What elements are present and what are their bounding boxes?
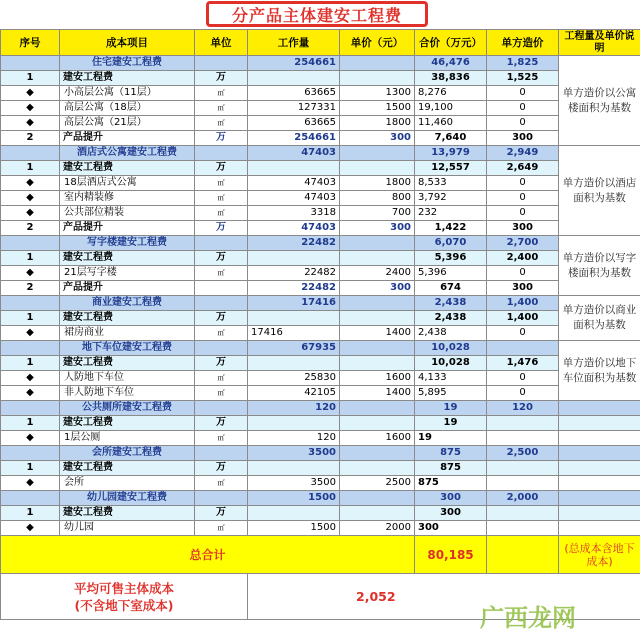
row-no [1,146,60,161]
table-row [1,326,640,341]
row-total: 13,979 [415,146,487,161]
row-no [1,491,60,506]
row-no: ◆ [1,101,60,116]
row-price: 1500 [340,101,415,116]
group-row [1,401,640,416]
row-name: 建安工程费 [60,356,195,371]
row-unit: ㎡ [195,521,248,536]
row-no: 1 [1,461,60,476]
row-no: 1 [1,356,60,371]
row-total: 12,557 [415,161,487,176]
row-name: 地下车位建安工程费 [60,341,195,356]
row-unit-cost [487,461,559,476]
row-price [340,461,415,476]
row-unit-cost [487,506,559,521]
table-row [1,191,640,206]
row-qty: 17416 [248,296,340,311]
row-no: ◆ [1,476,60,491]
row-unit-cost: 1,400 [487,311,559,326]
row-name: 公共厕所建安工程费 [60,401,195,416]
row-price: 1600 [340,431,415,446]
row-total: 19 [415,431,487,446]
row-no: ◆ [1,176,60,191]
row-price: 1600 [340,371,415,386]
row-unit: 万 [195,71,248,86]
row-total: 300 [415,506,487,521]
group-row [1,491,640,506]
row-total: 5,396 [415,251,487,266]
row-qty: 17416 [248,326,340,341]
row-total: 875 [415,476,487,491]
row-no [1,56,60,71]
row-unit-cost: 2,700 [487,236,559,251]
row-name: 人防地下车位 [60,371,195,386]
row-price [340,296,415,311]
cost-table [0,29,640,620]
average-value: 2,052 [356,588,396,604]
row-total: 875 [415,446,487,461]
header-total: 合价（万元） [415,30,487,56]
row-total: 5,895 [415,386,487,401]
note-blank [559,491,640,506]
sheet-title: 分产品主体建安工程费 [206,1,428,27]
row-qty: 47403 [248,146,340,161]
row-total: 300 [415,491,487,506]
table-row [1,221,640,236]
row-unit-cost: 0 [487,101,559,116]
row-unit-cost [487,341,559,356]
group-row [1,146,640,161]
row-unit-cost: 0 [487,191,559,206]
title-area [0,0,640,32]
row-qty: 120 [248,431,340,446]
row-qty [248,311,340,326]
group-row [1,56,640,71]
row-unit [195,491,248,506]
table-row [1,206,640,221]
row-no: ◆ [1,326,60,341]
row-no [1,296,60,311]
row-name: 裙房商业 [60,326,195,341]
row-no [1,236,60,251]
table-body [1,56,640,536]
group-row [1,341,640,356]
total-blank [487,536,559,574]
row-unit-cost: 0 [487,326,559,341]
note-blank [559,521,640,536]
group-row [1,236,640,251]
row-unit-cost: 300 [487,221,559,236]
row-qty: 3318 [248,206,340,221]
total-row [1,536,640,574]
row-qty: 254661 [248,131,340,146]
table-row [1,131,640,146]
row-unit: ㎡ [195,476,248,491]
row-no: 1 [1,416,60,431]
row-qty: 120 [248,401,340,416]
note-cell: 单方造价以商业面积为基数 [559,296,640,341]
header-unit: 单位 [195,30,248,56]
row-price: 1400 [340,386,415,401]
row-no: 1 [1,71,60,86]
row-total: 4,133 [415,371,487,386]
row-unit: 万 [195,221,248,236]
row-unit: ㎡ [195,116,248,131]
note-cell: 单方造价以公寓楼面积为基数 [559,56,640,146]
row-name: 会所 [60,476,195,491]
row-unit: ㎡ [195,206,248,221]
row-total: 38,836 [415,71,487,86]
group-row [1,296,640,311]
row-total: 10,028 [415,356,487,371]
row-total: 1,422 [415,221,487,236]
row-unit: ㎡ [195,101,248,116]
row-unit-cost: 0 [487,371,559,386]
row-price: 2500 [340,476,415,491]
row-name: 高层公寓（18层） [60,101,195,116]
row-qty: 67935 [248,341,340,356]
note-cell: 单方造价以地下车位面积为基数 [559,341,640,401]
row-unit: ㎡ [195,266,248,281]
row-name: 建安工程费 [60,71,195,86]
row-unit [195,236,248,251]
row-total: 674 [415,281,487,296]
note-blank [559,416,640,431]
subtotal-row [1,71,640,86]
average-label-line2: (不含地下室成本) [74,597,174,613]
row-unit [195,296,248,311]
table-row [1,86,640,101]
header-qty: 工作量 [248,30,340,56]
row-total: 3,792 [415,191,487,206]
row-no: 2 [1,131,60,146]
row-unit-cost: 0 [487,116,559,131]
row-name: 建安工程费 [60,506,195,521]
row-unit-cost: 300 [487,131,559,146]
row-unit-cost: 2,649 [487,161,559,176]
row-unit: ㎡ [195,191,248,206]
row-unit [195,56,248,71]
row-unit-cost: 1,825 [487,56,559,71]
row-unit-cost: 0 [487,206,559,221]
group-row [1,446,640,461]
subtotal-row [1,356,640,371]
row-name: 住宅建安工程费 [60,56,195,71]
row-price [340,161,415,176]
row-name: 小高层公寓（11层） [60,86,195,101]
row-price [340,341,415,356]
watermark-logo: 广西龙网 [480,603,576,632]
row-no: 1 [1,161,60,176]
header-note: 工程量及单价说明 [559,30,640,56]
row-unit-cost [487,476,559,491]
row-price [340,446,415,461]
subtotal-row [1,311,640,326]
table-row [1,371,640,386]
row-qty: 3500 [248,446,340,461]
row-total: 19 [415,401,487,416]
row-qty: 1500 [248,491,340,506]
row-price: 1300 [340,86,415,101]
row-no [1,401,60,416]
row-unit: ㎡ [195,431,248,446]
row-price [340,236,415,251]
row-name: 会所建安工程费 [60,446,195,461]
note-cell: 单方造价以写字楼面积为基数 [559,236,640,296]
row-unit: 万 [195,416,248,431]
total-label: 总合计 [1,536,415,574]
row-price: 300 [340,281,415,296]
row-no: 1 [1,251,60,266]
row-qty: 63665 [248,116,340,131]
row-unit-cost [487,431,559,446]
row-name: 18层酒店式公寓 [60,176,195,191]
row-no: ◆ [1,431,60,446]
row-qty [248,461,340,476]
row-unit: ㎡ [195,176,248,191]
row-total: 2,438 [415,326,487,341]
row-price [340,416,415,431]
row-name: 建安工程费 [60,251,195,266]
row-no: ◆ [1,116,60,131]
row-qty: 22482 [248,236,340,251]
row-qty: 127331 [248,101,340,116]
row-qty: 22482 [248,266,340,281]
average-label [1,574,248,620]
row-qty: 25830 [248,371,340,386]
row-no: ◆ [1,191,60,206]
header-price: 单价（元） [340,30,415,56]
row-unit-cost: 0 [487,86,559,101]
row-name: 非人防地下车位 [60,386,195,401]
row-name: 产品提升 [60,221,195,236]
note-blank [559,506,640,521]
note-blank [559,401,640,416]
row-no [1,341,60,356]
table-row [1,266,640,281]
note-blank [559,476,640,491]
row-name: 高层公寓（21层） [60,116,195,131]
row-unit-cost: 300 [487,281,559,296]
row-total: 8,533 [415,176,487,191]
row-no: 2 [1,221,60,236]
subtotal-row [1,416,640,431]
row-unit [195,446,248,461]
row-unit: 万 [195,251,248,266]
row-total: 46,476 [415,56,487,71]
row-no: ◆ [1,371,60,386]
row-total: 19 [415,416,487,431]
row-no: ◆ [1,521,60,536]
row-no: ◆ [1,266,60,281]
total-note: (总成本含地下成本) [559,536,640,574]
row-total: 2,438 [415,311,487,326]
table-row [1,176,640,191]
row-qty: 1500 [248,521,340,536]
row-price [340,356,415,371]
row-name: 写字楼建安工程费 [60,236,195,251]
row-unit [195,281,248,296]
row-price: 1800 [340,116,415,131]
row-price [340,491,415,506]
note-blank [559,461,640,476]
note-blank [559,431,640,446]
row-qty [248,506,340,521]
row-name: 商业建安工程费 [60,296,195,311]
table-row [1,116,640,131]
row-unit-cost: 0 [487,386,559,401]
row-total: 11,460 [415,116,487,131]
row-price: 800 [340,191,415,206]
row-unit: ㎡ [195,386,248,401]
table-row [1,281,640,296]
note-cell: 单方造价以酒店面积为基数 [559,146,640,236]
row-price [340,146,415,161]
row-unit: 万 [195,131,248,146]
row-unit: ㎡ [195,371,248,386]
row-unit-cost: 120 [487,401,559,416]
row-qty [248,161,340,176]
row-no [1,446,60,461]
row-unit [195,341,248,356]
row-unit: 万 [195,356,248,371]
row-unit: 万 [195,311,248,326]
row-no: ◆ [1,86,60,101]
row-unit-cost: 1,400 [487,296,559,311]
row-qty [248,71,340,86]
row-name: 建安工程费 [60,311,195,326]
row-qty: 47403 [248,221,340,236]
total-value: 80,185 [415,536,487,574]
row-name: 产品提升 [60,131,195,146]
subtotal-row [1,461,640,476]
row-name: 1层公厕 [60,431,195,446]
row-total: 232 [415,206,487,221]
table-row [1,476,640,491]
row-name: 幼儿园建安工程费 [60,491,195,506]
row-unit-cost [487,521,559,536]
header-unit-cost: 单方造价 [487,30,559,56]
row-qty [248,251,340,266]
row-total: 5,396 [415,266,487,281]
row-unit: ㎡ [195,326,248,341]
row-total: 19,100 [415,101,487,116]
row-qty: 3500 [248,476,340,491]
row-price [340,401,415,416]
row-price: 2000 [340,521,415,536]
row-name: 室内精装修 [60,191,195,206]
row-total: 6,070 [415,236,487,251]
row-price: 300 [340,221,415,236]
row-unit-cost: 2,500 [487,446,559,461]
row-name: 产品提升 [60,281,195,296]
header-no: 序号 [1,30,60,56]
row-price: 700 [340,206,415,221]
row-qty: 47403 [248,191,340,206]
row-price: 2400 [340,266,415,281]
row-name: 公共部位精装 [60,206,195,221]
table-row [1,101,640,116]
row-price [340,311,415,326]
row-unit-cost: 2,000 [487,491,559,506]
row-unit-cost: 1,525 [487,71,559,86]
row-qty: 42105 [248,386,340,401]
row-name: 酒店式公寓建安工程费 [60,146,195,161]
row-qty: 63665 [248,86,340,101]
subtotal-row [1,251,640,266]
row-name: 建安工程费 [60,461,195,476]
row-unit: 万 [195,161,248,176]
subtotal-row [1,506,640,521]
row-unit: 万 [195,506,248,521]
row-unit-cost: 0 [487,176,559,191]
row-price [340,56,415,71]
header-row [1,30,640,56]
row-price [340,71,415,86]
row-unit: ㎡ [195,86,248,101]
row-total: 10,028 [415,341,487,356]
row-total: 875 [415,461,487,476]
row-name: 21层写字楼 [60,266,195,281]
row-unit-cost [487,416,559,431]
row-total: 300 [415,521,487,536]
row-unit-cost: 1,476 [487,356,559,371]
row-unit-cost: 2,400 [487,251,559,266]
row-no: 2 [1,281,60,296]
table-row [1,521,640,536]
row-name: 建安工程费 [60,416,195,431]
row-total: 2,438 [415,296,487,311]
row-qty [248,356,340,371]
row-total: 7,640 [415,131,487,146]
row-qty: 47403 [248,176,340,191]
row-total: 8,276 [415,86,487,101]
row-price [340,506,415,521]
note-blank [559,446,640,461]
table-row [1,386,640,401]
subtotal-row [1,161,640,176]
row-no: 1 [1,311,60,326]
average-label-line1: 平均可售主体成本 [73,580,174,596]
row-price [340,251,415,266]
row-unit [195,146,248,161]
row-unit-cost: 2,949 [487,146,559,161]
row-name: 建安工程费 [60,161,195,176]
row-no: ◆ [1,206,60,221]
row-price: 300 [340,131,415,146]
row-unit-cost: 0 [487,266,559,281]
header-item: 成本项目 [60,30,195,56]
row-qty [248,416,340,431]
row-unit [195,401,248,416]
row-qty: 254661 [248,56,340,71]
row-no: 1 [1,506,60,521]
row-price: 1400 [340,326,415,341]
row-unit: 万 [195,461,248,476]
table-row [1,431,640,446]
row-price: 1800 [340,176,415,191]
row-qty: 22482 [248,281,340,296]
row-no: ◆ [1,386,60,401]
row-name: 幼儿园 [60,521,195,536]
